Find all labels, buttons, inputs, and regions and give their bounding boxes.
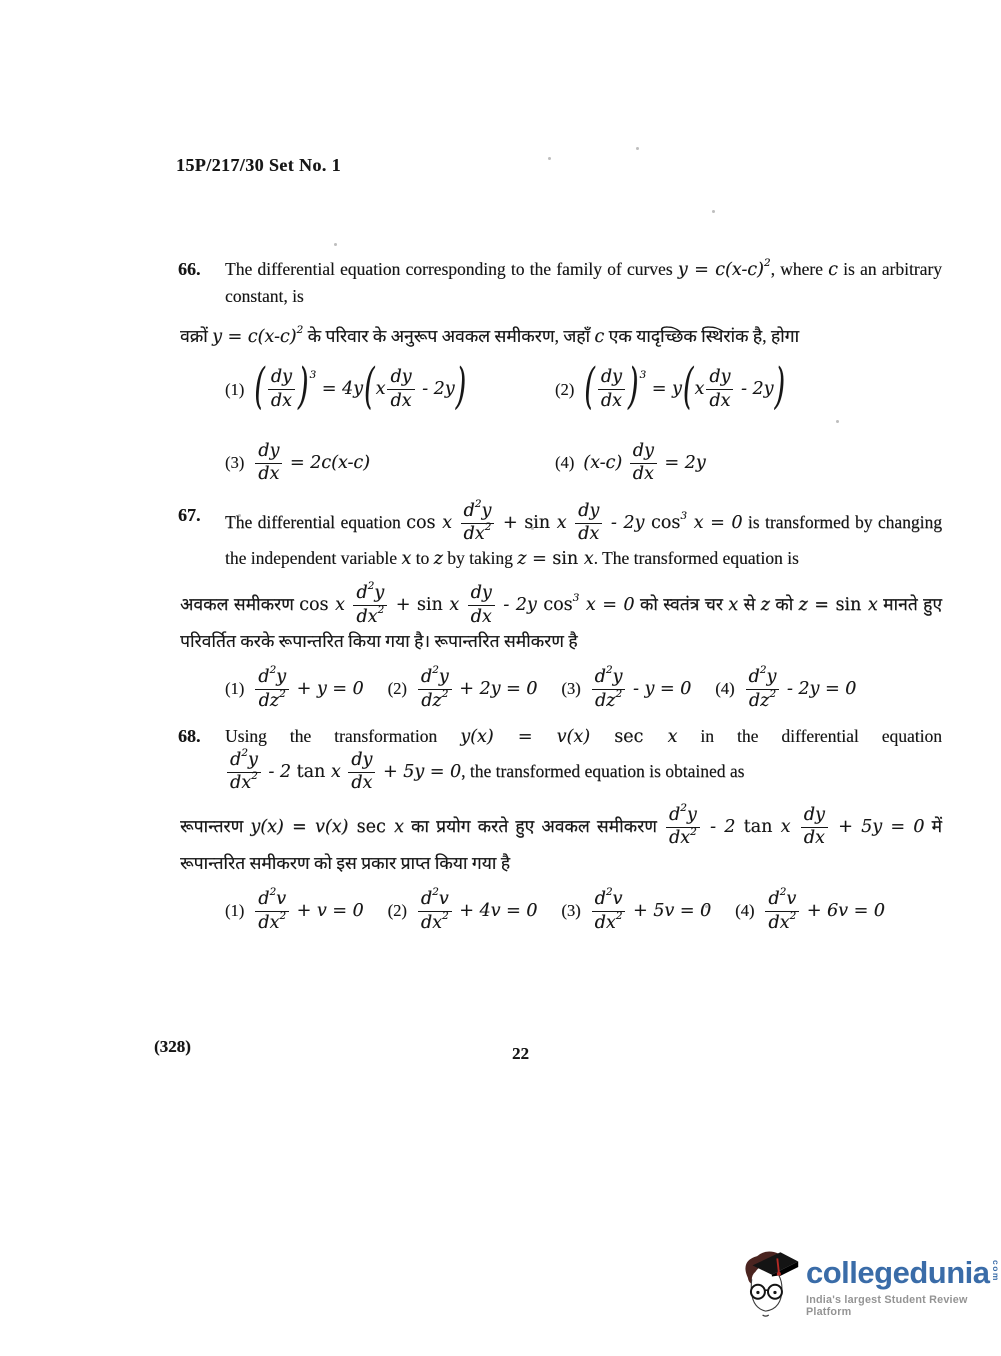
option-68-4 — [735, 886, 885, 933]
option-equation: ( $\frac{dy}{dx}$ )$^3$ = 4y(x $\frac{dy}{dx}$ - 2y) — [254, 359, 467, 416]
option-equation: $\frac{d^2y}{dz^2}$ - 2y = 0 — [744, 668, 857, 711]
scan-speck — [636, 147, 639, 150]
footer-series-code: (328) — [154, 1037, 191, 1056]
option-label: (2) — [555, 379, 575, 399]
option-equation: $\frac{d^2v}{dx^2}$ + 4v = 0 — [416, 890, 538, 933]
logo-text-block — [806, 1246, 1001, 1318]
questions-area — [178, 256, 942, 945]
logo-tagline: India's largest Student Review Platform — [806, 1294, 968, 1319]
option-equation: ( $\frac{dy}{dx}$ )$^3$ = y(x $\frac{dy}{dx}$ - 2y) — [584, 359, 786, 416]
option-67-2 — [387, 664, 538, 711]
logo-brand-text: collegedunia — [806, 1255, 990, 1290]
options-row — [225, 359, 942, 489]
question-text-hindi: वक्रों $y = c(x-c)^2$ के परिवार के अनुरूप अवकल समीकरण, जहाँ c एक यादृच्छिक स्थिरांक है, होगा — [180, 323, 800, 347]
option-67-3 — [561, 664, 692, 711]
scan-speck — [334, 243, 337, 246]
question-number: 68. — [178, 726, 201, 747]
option-label: (1) — [225, 379, 245, 399]
option-label: (1) — [225, 679, 245, 699]
option-label: (4) — [715, 679, 735, 699]
option-equation: $\frac{d^2v}{dx^2}$ + v = 0 — [253, 890, 363, 933]
option-equation: $\frac{dy}{dx}$ = 2c(x-c) — [253, 442, 370, 485]
question-text-hindi: रूपान्तरण y(x) = v(x) sec x का प्रयोग करते हुए अवकल समीकरण $\frac{d^2y}{dx^2}$ - 2 tan x $\frac{dy}{dx}$ + 5y = 0 में रूपान्तरित समीकरण को इस प्रकार प्राप्त किया गया है — [180, 801, 942, 874]
options-row — [225, 664, 942, 711]
option-equation: $\frac{d^2y}{dz^2}$ + y = 0 — [253, 668, 363, 711]
question-text-english: The differential equation corresponding to the family of curves $y = c(x-c)^2$, where c is an arbitrary constant, is — [225, 257, 942, 307]
paper-code: 15P/217/30 Set No. 1 — [176, 155, 341, 175]
option-66-1 — [225, 359, 555, 416]
option-66-2 — [555, 359, 942, 416]
option-label: (4) — [735, 901, 755, 921]
option-label: (3) — [561, 901, 581, 921]
option-equation: $\frac{d^2y}{dz^2}$ + 2y = 0 — [416, 668, 538, 711]
options-row — [225, 886, 942, 933]
option-equation: $\frac{d^2y}{dz^2}$ - y = 0 — [590, 668, 692, 711]
option-67-1 — [225, 664, 364, 711]
option-68-1 — [225, 886, 364, 933]
question-67 — [178, 497, 943, 712]
scan-speck — [712, 210, 715, 213]
question-number: 66. — [178, 259, 201, 279]
logo-domain-text: com — [990, 1260, 1001, 1282]
option-label: (1) — [225, 901, 245, 921]
option-equation: $\frac{d^2v}{dx^2}$ + 6v = 0 — [763, 890, 885, 933]
scan-speck — [548, 157, 551, 160]
scan-speck — [531, 527, 534, 530]
option-66-3 — [225, 437, 555, 490]
question-number: 67. — [178, 504, 201, 525]
option-equation: $\frac{d^2v}{dx^2}$ + 5v = 0 — [590, 890, 712, 933]
option-68-2 — [387, 886, 538, 933]
option-label: (4) — [555, 452, 575, 472]
option-label: (2) — [387, 901, 407, 921]
question-text-english: The differential equation cos x $\frac{d^2y}{dx^2}$ + sin x $\frac{dy}{dx}$ - 2y $\cos^3 x = 0$ is transformed by changing the independent variable x to z by taking z = sin x. The transformed equation is — [225, 497, 943, 569]
option-label: (3) — [225, 452, 245, 472]
scan-speck — [836, 420, 839, 423]
question-text-hindi: अवकल समीकरण cos x $\frac{d^2y}{dx^2}$ + sin x $\frac{dy}{dx}$ - 2y $\cos^3 x = 0$ को स्वतंत्र चर x से z को z = sin x मानते हुए परिवर्तित करके रूपान्तरित किया गया है। रूपान्तरित समीकरण है — [180, 580, 943, 652]
scan-speck — [705, 905, 708, 908]
question-66 — [178, 256, 942, 490]
option-label: (2) — [387, 679, 407, 699]
scan-speck — [238, 514, 241, 517]
collegedunia-mascot-icon — [737, 1246, 799, 1327]
collegedunia-logo[interactable] — [737, 1246, 1001, 1327]
question-68 — [178, 723, 942, 933]
option-68-3 — [561, 886, 712, 933]
option-67-4 — [715, 664, 857, 711]
option-equation: (x-c) $\frac{dy}{dx}$ = 2y — [583, 440, 706, 485]
option-label: (3) — [561, 679, 581, 699]
option-66-4 — [555, 437, 942, 490]
question-text-english: Using the transformation y(x) = v(x) sec x in the differential equation $\frac{d^2y}{dx^2}$ - 2 tan x $\frac{dy}{dx}$ + 5y = 0, the transformed equation is obtained as — [225, 726, 943, 794]
page-number: 22 — [512, 1044, 529, 1063]
